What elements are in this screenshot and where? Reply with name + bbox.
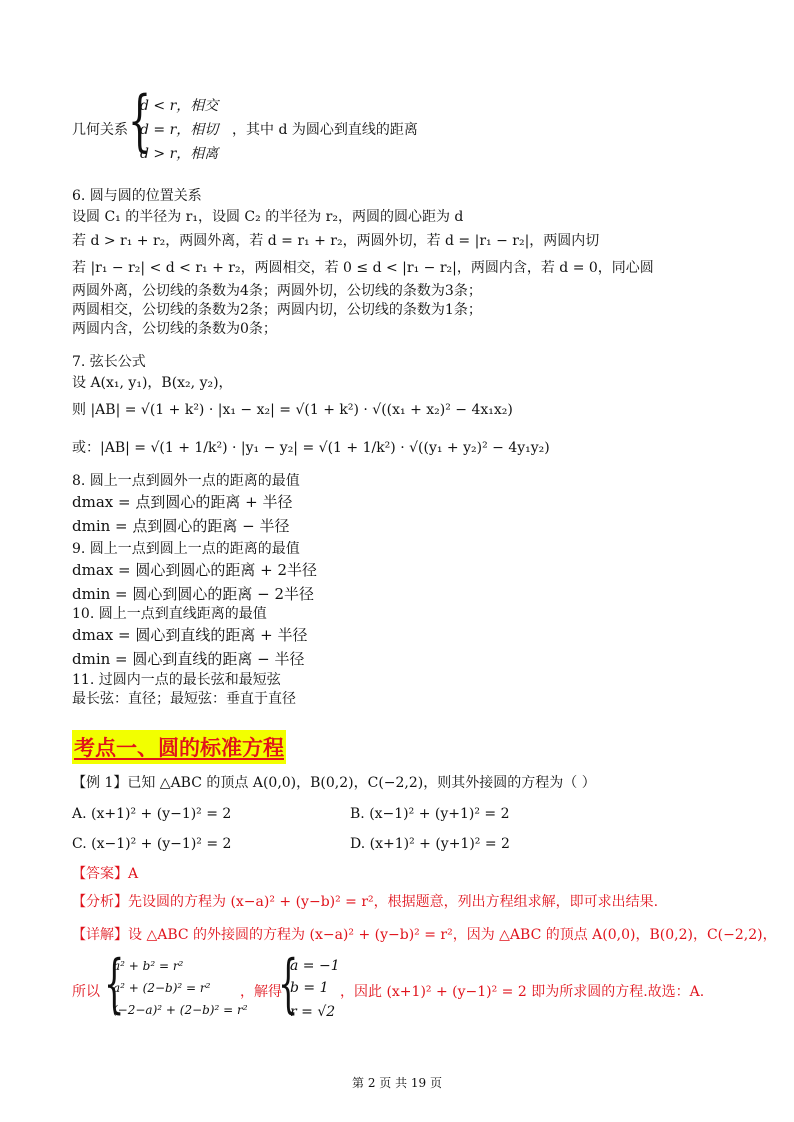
s6-heading: 6. 圆与圆的位置关系: [72, 188, 202, 204]
geo-case-intersect: d < r，相交: [140, 98, 219, 114]
s9-min: dmin = 圆心到圆心的距离 − 2半径: [72, 585, 315, 603]
s10-max: dmax = 圆心到直线的距离 + 半径: [72, 626, 308, 644]
geo-relation-note: ，其中 d 为圆心到直线的距离: [232, 122, 418, 138]
conclusion: ，因此 (x+1)² + (y−1)² = 2 即为所求圆的方程.故选：A.: [340, 984, 705, 1000]
s8-heading: 8. 圆上一点到圆外一点的距离的最值: [72, 473, 300, 489]
option-a: A. (x+1)² + (y−1)² = 2: [72, 806, 232, 822]
s7-line1: 设 A(x₁, y₁)，B(x₂, y₂)，: [72, 375, 233, 391]
result-a: a = −1: [290, 958, 340, 974]
detail: 【详解】设 △ABC 的外接圆的方程为 (x−a)² + (y−b)² = r²，因为 △ABC 的顶点 A(0,0)，B(0,2)，C(−2,2)，: [72, 927, 777, 943]
s6-line5: 两圆相交，公切线的条数为2条；两圆内切，公切线的条数为1条；: [72, 302, 482, 318]
analysis: 【分析】先设圆的方程为 (x−a)² + (y−b)² = r²，根据题意，列出方程组求解，即可求出结果.: [72, 894, 659, 910]
system-eq2: a² + (2−b)² = r²: [113, 981, 211, 995]
solve-label: ，解得: [240, 984, 282, 1000]
s6-line2: 若 d > r₁ + r₂，两圆外离，若 d = r₁ + r₂，两圆外切，若 d = |r₁ − r₂|，两圆内切: [72, 233, 600, 249]
option-d: D. (x+1)² + (y+1)² = 2: [350, 836, 510, 852]
s7-line3: 或：|AB| = √(1 + 1/k²) · |y₁ − y₂| = √(1 + 1/k²) · √((y₁ + y₂)² − 4y₁y₂): [72, 440, 550, 456]
s6-line1: 设圆 C₁ 的半径为 r₁，设圆 C₂ 的半径为 r₂，两圆的圆心距为 d: [72, 209, 464, 225]
s11-heading: 11. 过圆内一点的最长弦和最短弦: [72, 672, 281, 688]
system-brace: {: [104, 947, 125, 1021]
s8-min: dmin = 点到圆心的距离 − 半径: [72, 517, 290, 535]
system-eq3: (−2−a)² + (2−b)² = r²: [113, 1003, 248, 1017]
result-r: r = √2: [290, 1004, 336, 1020]
s7-line2: 则 |AB| = √(1 + k²) · |x₁ − x₂| = √(1 + k²) · √((x₁ + x₂)² − 4x₁x₂): [72, 402, 513, 418]
s6-line3: 若 |r₁ − r₂| < d < r₁ + r₂，两圆相交，若 0 ≤ d < |r₁ − r₂|，两圆内含，若 d = 0，同心圆: [72, 260, 654, 276]
s9-max: dmax = 圆心到圆心的距离 + 2半径: [72, 561, 317, 579]
page-footer: 第 2 页 共 19 页: [352, 1076, 442, 1090]
example-question: 【例 1】已知 △ABC 的顶点 A(0,0)，B(0,2)，C(−2,2)，则其外接圆的方程为（ ）: [72, 775, 596, 791]
geo-case-tangent: d = r，相切: [140, 122, 219, 138]
s7-heading: 7. 弦长公式: [72, 354, 146, 370]
s11-line1: 最长弦：直径；最短弦：垂直于直径: [72, 691, 296, 707]
so-label: 所以: [72, 984, 100, 1000]
s6-line6: 两圆内含，公切线的条数为0条；: [72, 321, 277, 337]
section-title: 考点一、圆的标准方程: [72, 730, 286, 764]
system-eq1: a² + b² = r²: [113, 959, 184, 973]
option-c: C. (x−1)² + (y−1)² = 2: [72, 836, 232, 852]
s9-heading: 9. 圆上一点到圆上一点的距离的最值: [72, 541, 300, 557]
geo-case-separate: d > r，相离: [140, 146, 219, 162]
s6-line4: 两圆外离，公切线的条数为4条；两圆外切，公切线的条数为3条；: [72, 283, 482, 299]
s10-min: dmin = 圆心到直线的距离 − 半径: [72, 650, 305, 668]
option-b: B. (x−1)² + (y+1)² = 2: [350, 806, 510, 822]
s8-max: dmax = 点到圆心的距离 + 半径: [72, 493, 293, 511]
geo-relation-brace: {: [128, 82, 152, 159]
geo-relation-label: 几何关系: [72, 122, 128, 138]
answer: 【答案】A: [72, 866, 139, 882]
s10-heading: 10. 圆上一点到直线距离的最值: [72, 606, 267, 622]
result-brace: {: [278, 947, 299, 1021]
result-b: b = 1: [290, 980, 329, 996]
